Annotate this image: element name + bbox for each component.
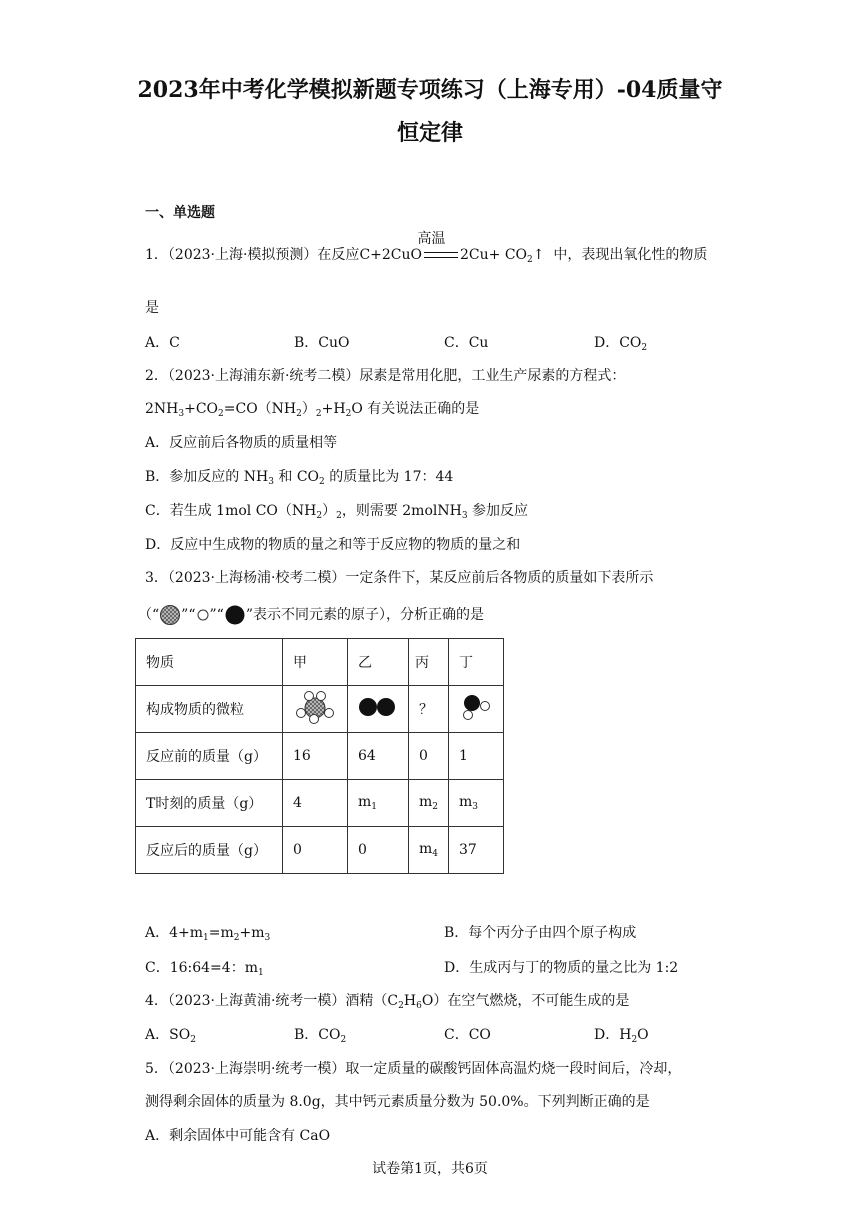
q3-opta-a: A．4+m xyxy=(145,925,204,941)
q2-eq-a: 2NH xyxy=(145,401,179,417)
molecule-jia-cell xyxy=(283,686,348,733)
table-cell: 乙 xyxy=(348,639,409,686)
q1-suffix: 中，表现出氧化性的物质 xyxy=(553,247,708,263)
q1-equation xyxy=(359,231,545,271)
q1-eq-right: 2Cu+ CO xyxy=(460,247,528,263)
q5-option-a[interactable]: A．剩余固体中可能含有 CaO xyxy=(145,1128,331,1144)
molecule-yi-cell xyxy=(348,686,409,733)
question-5-stem-2: 测得剩余固体的质量为 8.0g，其中钙元素质量分数为 50.0%。下列判断正确的是 xyxy=(145,1094,650,1110)
table-row xyxy=(136,827,504,874)
q1-option-b[interactable]: B．CuO xyxy=(294,335,350,351)
question-4-stem xyxy=(145,990,629,1017)
q2-optc-a: C．若生成 1mol CO（NH xyxy=(145,503,317,519)
page-footer: 试卷第1页，共6页 xyxy=(372,1161,488,1177)
q4-s2: 6 xyxy=(416,1001,422,1011)
table-cell: 0 xyxy=(409,733,449,780)
table-cell: 4 xyxy=(283,780,348,827)
question-3-stem: 3．（2023·上海杨浦·校考二模）一定条件下，某反应前后各物质的质量如下表所示 xyxy=(145,570,654,586)
q1-option-d-sub: 2 xyxy=(641,343,648,353)
q2-optc-d: 参加反应 xyxy=(467,503,529,519)
q3-legend-a: （“ xyxy=(138,607,160,623)
q1-eq-left: C+2CuO xyxy=(359,247,422,263)
q4-b: H xyxy=(403,993,417,1009)
page-title-line2: 恒定律 xyxy=(396,120,463,146)
table-cell: 构成物质的微粒 xyxy=(136,686,283,733)
q1-equal-sign xyxy=(424,252,458,258)
table-row xyxy=(136,780,504,827)
table-cell xyxy=(409,780,449,827)
q1-option-c[interactable]: C．Cu xyxy=(444,335,489,351)
q3-option-b[interactable]: B．每个丙分子由四个原子构成 xyxy=(444,925,637,941)
q2-eq-f: O 有关说法正确的是 xyxy=(351,401,480,417)
table-cell: 64 xyxy=(348,733,409,780)
q2-option-c[interactable] xyxy=(145,500,528,527)
q3-opta-s3: 3 xyxy=(264,933,271,943)
table-row xyxy=(136,686,504,733)
cell-text: m xyxy=(419,841,433,857)
q2-optc-b: ） xyxy=(322,503,337,519)
q2-optc-c: ，则需要 2molNH xyxy=(341,503,462,519)
q4-option-b[interactable] xyxy=(294,1024,346,1045)
question-5-stem: 5．（2023·上海崇明·统考一模）取一定质量的碳酸钙固体高温灼烧一段时间后，冷却， xyxy=(145,1061,682,1077)
table-cell: 丁 xyxy=(449,639,504,686)
q2-optb-a: B．参加反应的 NH xyxy=(145,469,269,485)
cell-sub: 4 xyxy=(432,849,439,859)
table-cell: 0 xyxy=(348,827,409,874)
q2-eq-c: =CO（NH xyxy=(223,401,297,417)
q3-opta-s1: 1 xyxy=(203,933,209,943)
q4-option-d[interactable] xyxy=(594,1024,649,1045)
q2-eq-a-sub: 3 xyxy=(178,409,185,419)
q4-optd-text2: O xyxy=(637,1027,649,1043)
q2-optb-c: 的质量比为 17：44 xyxy=(324,469,454,485)
table-cell xyxy=(409,827,449,874)
table-cell: 甲 xyxy=(283,639,348,686)
table-cell: 反应后的质量（g） xyxy=(136,827,283,874)
table-row xyxy=(136,639,504,686)
q2-eq-d: ） xyxy=(301,401,316,417)
question-1-stem-end: 是 xyxy=(145,300,159,316)
cell-sub: 1 xyxy=(371,802,378,812)
table-row xyxy=(136,733,504,780)
q1-option-d[interactable] xyxy=(594,332,647,353)
mass-table xyxy=(135,638,504,874)
q4-option-c[interactable]: C．CO xyxy=(444,1027,491,1043)
q2-eq-e: +H xyxy=(321,401,346,417)
q2-optc-sub2: 2 xyxy=(336,511,342,521)
q2-option-b[interactable] xyxy=(145,466,453,493)
q3-legend-b: ”“ xyxy=(181,607,196,623)
q3-optc-s1: 1 xyxy=(257,968,264,978)
q1-prefix: 1．（2023·上海·模拟预测）在反应 xyxy=(145,247,360,263)
q3-opta-c: +m xyxy=(239,925,265,941)
page-title-line1: 2023年中考化学模拟新题专项练习（上海专用）-04质量守 xyxy=(137,77,723,103)
q4-a: 4．（2023·上海黄浦·统考一模）酒精（C xyxy=(145,993,399,1009)
table-cell: ？ xyxy=(409,686,449,733)
q4-c: O）在空气燃烧，不可能生成的是 xyxy=(421,993,630,1009)
table-cell: T时刻的质量（g） xyxy=(136,780,283,827)
q2-optb-b: 和 CO xyxy=(273,469,320,485)
question-3-legend xyxy=(138,604,484,626)
q4-optd-text: D．H xyxy=(594,1027,632,1043)
cell-text: m xyxy=(419,794,433,810)
table-cell: 物质 xyxy=(136,639,283,686)
cell-sub: 2 xyxy=(432,802,439,812)
question-1-stem xyxy=(145,231,708,271)
q2-optb-sub2: 2 xyxy=(319,477,325,487)
q1-eq-sub: 2 xyxy=(527,255,533,265)
q3-optc-a: C．16:64=4：m xyxy=(145,960,258,976)
section-heading: 一、单选题 xyxy=(145,205,215,221)
q1-option-d-text: D．CO xyxy=(594,335,642,351)
q4-opta-text: A．SO xyxy=(145,1027,191,1043)
white-atom-icon xyxy=(196,608,210,622)
q1-option-a[interactable]: A．C xyxy=(145,335,180,351)
question-2-equation xyxy=(145,398,479,425)
table-cell: 16 xyxy=(283,733,348,780)
q2-option-a[interactable]: A．反应前后各物质的质量相等 xyxy=(145,435,338,451)
q4-optb-text: B．CO xyxy=(294,1027,341,1043)
q4-optd-sub: 2 xyxy=(631,1035,638,1045)
table-cell: 0 xyxy=(283,827,348,874)
q2-eq-c-sub: 2 xyxy=(296,409,302,419)
molecule-ding-icon xyxy=(459,692,493,722)
q4-optb-sub: 2 xyxy=(340,1035,347,1045)
cell-sub: 3 xyxy=(472,802,479,812)
table-cell: 1 xyxy=(449,733,504,780)
q1-gas-arrow: ↑ xyxy=(532,247,545,263)
table-cell: 反应前的质量（g） xyxy=(136,733,283,780)
q2-eq-b: +CO xyxy=(184,401,219,417)
q4-s1: 2 xyxy=(398,1001,404,1011)
q1-condition: 高温 xyxy=(417,231,446,247)
q3-option-d[interactable]: D．生成丙与丁的物质的量之比为 1:2 xyxy=(444,960,679,976)
q3-legend-c: ”“ xyxy=(209,607,224,623)
q2-eq-d-sub: 2 xyxy=(315,409,322,419)
molecule-jia-icon xyxy=(293,690,337,724)
q3-opta-b: =m xyxy=(208,925,234,941)
cell-text: m xyxy=(358,794,372,810)
q3-legend-d: ”表示不同元素的原子），分析正确的是 xyxy=(245,607,484,623)
table-cell xyxy=(449,780,504,827)
q4-option-a[interactable] xyxy=(145,1024,196,1045)
q3-option-c[interactable] xyxy=(145,957,264,978)
molecule-ding-cell xyxy=(449,686,504,733)
question-2-stem: 2．（2023·上海浦东新·统考二模）尿素是常用化肥，工业生产尿素的方程式： xyxy=(145,368,626,384)
q2-optc-sub1: 2 xyxy=(316,511,323,521)
cell-text: m xyxy=(459,794,473,810)
table-cell: 丙 xyxy=(409,639,449,686)
q3-option-a[interactable] xyxy=(145,922,270,943)
q2-eq-b-sub: 2 xyxy=(218,409,224,419)
q2-eq-e-sub: 2 xyxy=(345,409,352,419)
q2-option-d[interactable]: D．反应中生成物的物质的量之和等于反应物的物质的量之和 xyxy=(145,537,521,553)
q2-optb-sub1: 3 xyxy=(268,477,274,487)
q3-opta-s2: 2 xyxy=(233,933,240,943)
table-cell: 37 xyxy=(449,827,504,874)
table-cell xyxy=(348,780,409,827)
hatched-atom-icon xyxy=(159,604,181,626)
molecule-yi-icon xyxy=(358,696,398,718)
black-atom-icon xyxy=(224,604,246,626)
q2-optc-sub3: 3 xyxy=(461,511,468,521)
q4-opta-sub: 2 xyxy=(190,1035,196,1045)
